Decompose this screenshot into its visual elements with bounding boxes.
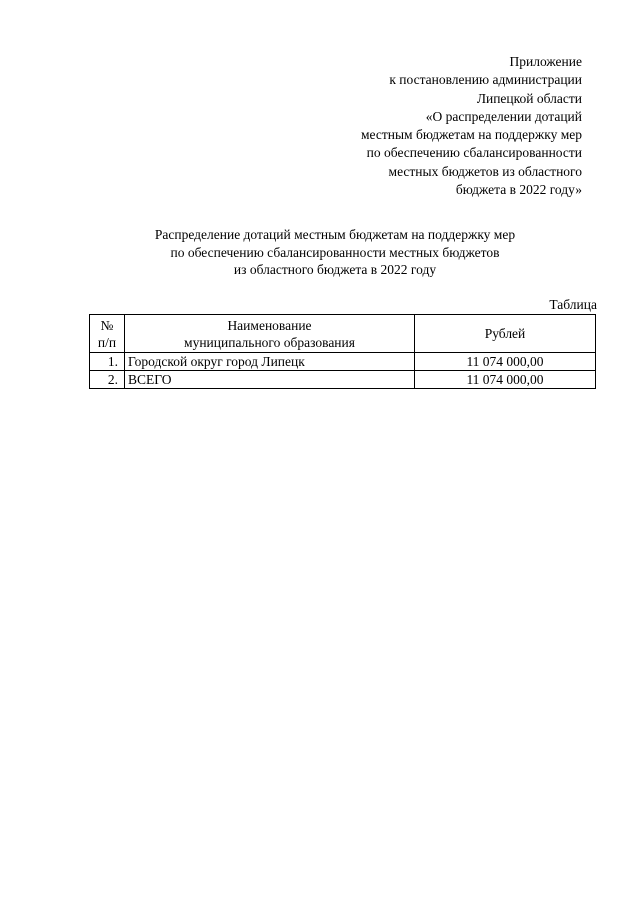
- appendix-header: [282, 53, 582, 199]
- appendix-line: к постановлению администрации: [389, 72, 582, 88]
- header-municipality: [125, 315, 415, 353]
- appendix-line: местных бюджетов из областного: [388, 163, 582, 179]
- header-municipality-line1: Наименование: [227, 317, 312, 333]
- appendix-line: «О распределении дотаций: [425, 108, 582, 124]
- row-municipality: ВСЕГО: [125, 371, 415, 389]
- table-row: [90, 353, 596, 371]
- document-title: [0, 226, 640, 279]
- table-caption: Таблица: [549, 297, 597, 312]
- header-number-line2: п/п: [97, 334, 117, 350]
- row-number: 2.: [90, 371, 125, 389]
- appendix-line: бюджета в 2022 году»: [455, 182, 582, 198]
- appendix-line: по обеспечению сбалансированности: [366, 145, 582, 161]
- header-number: [90, 315, 125, 353]
- appendix-line: местным бюджетам на поддержку мер: [361, 127, 582, 143]
- title-line: из областного бюджета в 2022 году: [233, 262, 437, 277]
- header-municipality-line2: муниципального образования: [184, 334, 355, 350]
- row-number: 1.: [90, 353, 125, 371]
- row-amount: 11 074 000,00: [415, 353, 596, 371]
- title-line: Распределение дотаций местным бюджетам на поддержку мер: [154, 227, 516, 242]
- table-row-total: [90, 371, 596, 389]
- appendix-line: Липецкой области: [476, 90, 582, 106]
- row-municipality: Городской округ город Липецк: [125, 353, 415, 371]
- appendix-line: Приложение: [509, 54, 582, 69]
- title-line: по обеспечению сбалансированности местных бюджетов: [170, 244, 500, 260]
- header-number-line1: №: [100, 317, 114, 333]
- header-amount: Рублей: [415, 315, 596, 353]
- budget-table: [89, 314, 596, 389]
- table-header-row: [90, 315, 596, 353]
- row-amount: 11 074 000,00: [415, 371, 596, 389]
